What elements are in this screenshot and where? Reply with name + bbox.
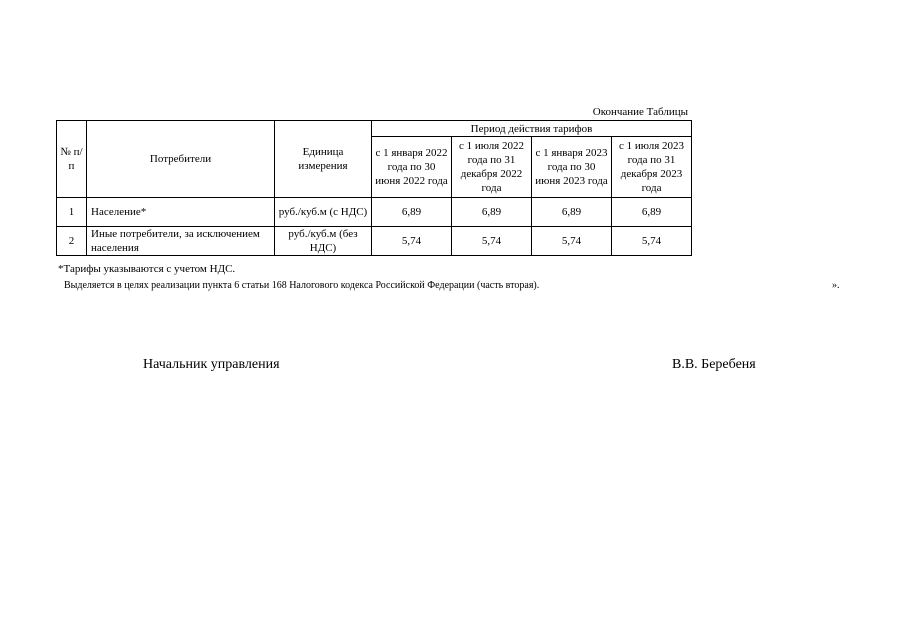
row-number: 1 [57,198,87,227]
header-period-2: с 1 июля 2022 года по 31 декабря 2022 года [452,137,532,198]
header-row [57,121,692,137]
table-caption: Окончание Таблицы [592,106,688,118]
signatory-position: Начальник управления [143,357,280,372]
tariff-table [56,120,692,256]
header-period-group: Период действия тарифов [372,121,692,137]
row-number: 2 [57,227,87,256]
row-unit: руб./куб.м (с НДС) [275,198,372,227]
header-unit: Единица измерения [275,121,372,198]
row-value: 6,89 [532,198,612,227]
row-consumer: Население* [87,198,275,227]
signatory-name: В.В. Беребеня [672,357,756,372]
row-value: 5,74 [452,227,532,256]
row-value: 5,74 [532,227,612,256]
header-period-4: с 1 июля 2023 года по 31 декабря 2023 года [612,137,692,198]
row-value: 6,89 [452,198,532,227]
closing-quote: ». [832,280,840,291]
header-period-1: с 1 января 2022 года по 30 июня 2022 года [372,137,452,198]
row-consumer: Иные потребители, за исключением населения [87,227,275,256]
row-value: 6,89 [372,198,452,227]
header-consumers: Потребители [87,121,275,198]
header-number: № п/п [57,121,87,198]
row-value: 5,74 [612,227,692,256]
table-row [57,227,692,256]
header-period-3: с 1 января 2023 года по 30 июня 2023 года [532,137,612,198]
tax-code-note: Выделяется в целях реализации пункта 6 статьи 168 Налогового кодекса Российской Федерации (часть вторая). [64,280,540,291]
row-unit: руб./куб.м (без НДС) [275,227,372,256]
row-value: 6,89 [612,198,692,227]
table-row [57,198,692,227]
row-value: 5,74 [372,227,452,256]
vat-footnote: *Тарифы указываются с учетом НДС. [58,263,236,275]
